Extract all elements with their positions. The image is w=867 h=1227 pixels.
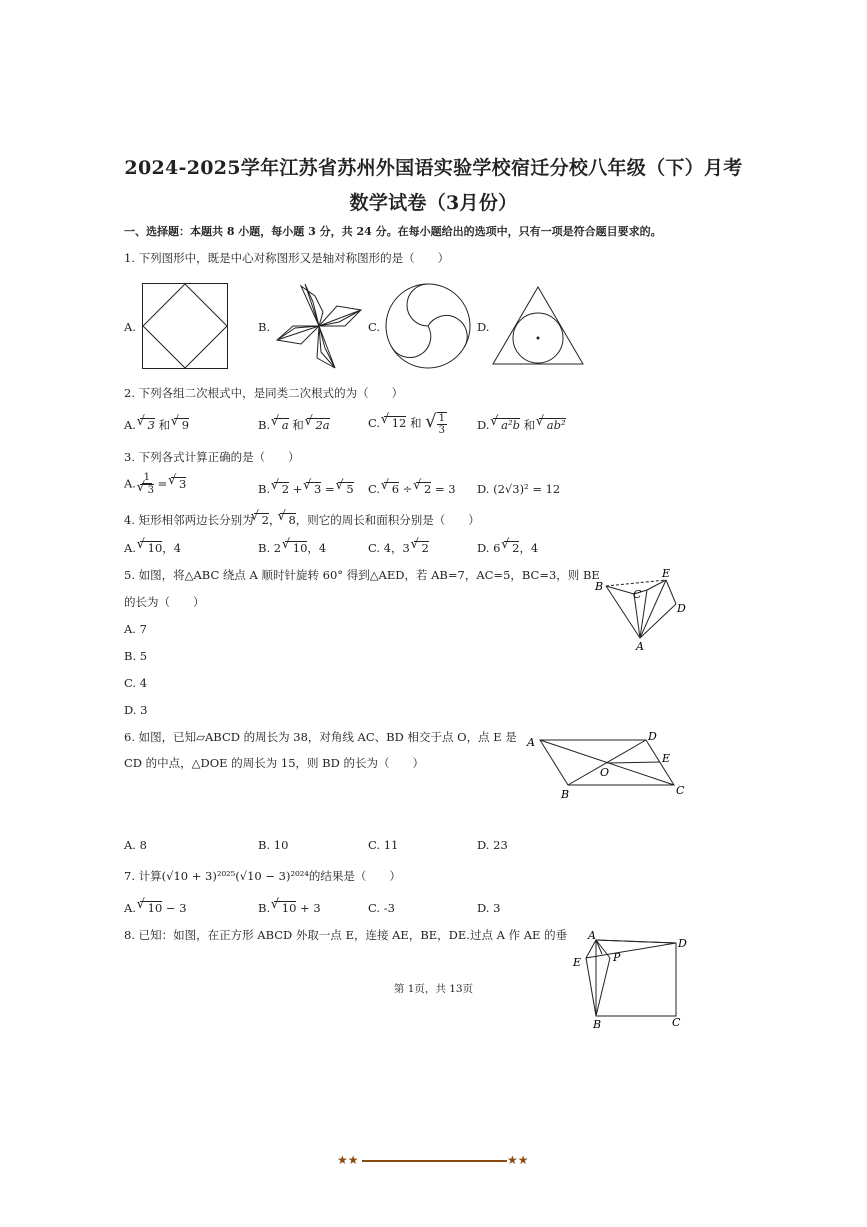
q2-c-he: 和 bbox=[410, 416, 422, 430]
q4-option-a bbox=[124, 541, 181, 555]
q2-option-d bbox=[477, 418, 566, 432]
q3-b-r3: √ 5 bbox=[338, 482, 353, 495]
q7-stem-expr: (√10 + 3)²⁰²⁵(√10 − 3)²⁰²⁴ bbox=[161, 869, 309, 883]
q2-d-label: D. bbox=[477, 418, 490, 432]
q2-c-label: C. bbox=[368, 416, 381, 430]
q7-a-r: √ 10 bbox=[140, 901, 163, 914]
q2-d-root1: √ a²b bbox=[493, 418, 520, 431]
q3-c-r1: √ 6 bbox=[384, 482, 399, 495]
q2-d-root2: √ ab² bbox=[539, 418, 566, 431]
q4-b-r: √ 10 bbox=[285, 541, 308, 554]
q2-c-radical-icon: √ bbox=[425, 411, 437, 432]
q6-option-a: A. 8 bbox=[124, 838, 147, 852]
q2-stem: 2. 下列各组二次根式中，是同类二次根式的为（ ） bbox=[124, 386, 404, 400]
q5-figure bbox=[590, 566, 690, 656]
q1-figure-a bbox=[142, 283, 228, 369]
q6-figure bbox=[524, 728, 689, 803]
q4-c-pre: C. 4，3 bbox=[368, 541, 410, 555]
q6-stem-line2: CD 的中点，△DOE 的周长为 15，则 BD 的长为（ ） bbox=[124, 756, 424, 770]
q7-stem-post: 的结果是（ ） bbox=[308, 869, 401, 883]
q5-label-a: A bbox=[636, 640, 644, 653]
q4-stem-pre: 4. 矩形相邻两边长分别为 bbox=[124, 513, 254, 527]
q4-stem-post: ，则它的周长和面积分别是（ ） bbox=[295, 513, 480, 527]
q4-a-pre: A. bbox=[124, 541, 136, 555]
q2-a-root2: √ 9 bbox=[174, 418, 189, 431]
q4-d-r: √ 2 bbox=[504, 541, 519, 554]
q4-option-c bbox=[368, 541, 429, 555]
q7-option-d: D. 3 bbox=[477, 901, 501, 915]
q7-b-pre: B. bbox=[258, 901, 271, 915]
q6-option-b: B. 10 bbox=[258, 838, 289, 852]
q2-c-num: 1 bbox=[438, 413, 446, 424]
q3-a-den: √ 3 bbox=[140, 484, 154, 497]
q3-a-num: 1 bbox=[143, 472, 150, 483]
q4-b-pre: B. 2 bbox=[258, 541, 282, 555]
q5-option-d: D. 3 bbox=[124, 703, 148, 717]
q3-option-d bbox=[477, 482, 560, 496]
q1-figure-c bbox=[384, 282, 472, 370]
q3-a-label: A. bbox=[124, 476, 136, 491]
q2-option-c bbox=[368, 412, 447, 436]
q1-figure-b bbox=[275, 282, 363, 370]
q1-label-a: A. bbox=[124, 320, 136, 334]
section-heading: 一、选择题：本题共 8 小题，每小题 3 分，共 24 分。在每小题给出的选项中，只有一项是符合题目要求的。 bbox=[124, 225, 662, 238]
q3-option-c: C. √ 6 ÷ √ 2 = 3 bbox=[368, 482, 456, 496]
q3-b-r1: √ 2 bbox=[274, 482, 289, 495]
q6-label-b: B bbox=[561, 788, 570, 801]
q5-label-e: E bbox=[662, 567, 671, 580]
q4-stem-r2: √ 8 bbox=[280, 513, 295, 526]
page-number: 第 1页，共 13页 bbox=[393, 983, 474, 995]
q2-a-root1: √ 3 bbox=[140, 418, 155, 431]
q2-a-label: A. bbox=[124, 418, 136, 432]
q1-label-d: D. bbox=[477, 320, 490, 334]
q1-stem: 1. 下列图形中，既是中心对称图形又是轴对称图形的是（ ） bbox=[124, 251, 450, 265]
decor-divider bbox=[362, 1160, 507, 1162]
q4-a-post: ，4 bbox=[162, 541, 182, 555]
q3-b-r2: √ 3 bbox=[306, 482, 321, 495]
q3-stem: 3. 下列各式计算正确的是（ ） bbox=[124, 450, 300, 464]
q6-label-c: C bbox=[676, 784, 685, 797]
q6-stem-line1: 6. 如图，已知▱ABCD 的周长为 38，对角线 AC、BD 相交于点 O，点 E 是 bbox=[124, 730, 517, 744]
q4-option-d bbox=[477, 541, 538, 555]
q3-a-frac bbox=[140, 472, 154, 497]
q3-d-expr: (2√3)² = 12 bbox=[493, 482, 561, 496]
q6-label-a: A bbox=[527, 736, 535, 749]
q1-label-c: C. bbox=[368, 320, 381, 334]
q4-stem bbox=[124, 513, 480, 527]
q6-label-d: D bbox=[648, 730, 657, 743]
q6-option-d: D. 23 bbox=[477, 838, 508, 852]
q2-c-root1: √ 12 bbox=[384, 416, 407, 429]
q3-c-rhs: = 3 bbox=[434, 482, 456, 496]
q8-label-b: B bbox=[593, 1018, 602, 1031]
q8-stem: 8. 已知：如图，在正方形 ABCD 外取一点 E，连接 AE，BE，DE.过点 A 作 AE 的垂 bbox=[124, 928, 568, 942]
q5-label-c: C bbox=[633, 588, 642, 601]
q4-b-post: ，4 bbox=[307, 541, 327, 555]
q3-b-label: B. bbox=[258, 482, 271, 496]
q6-label-e: E bbox=[662, 752, 671, 765]
q6-label-o: O bbox=[600, 766, 610, 779]
q5-option-c: C. 4 bbox=[124, 676, 148, 690]
q5-stem-line1: 5. 如图，将△ABC 绕点 A 顺时针旋转 60° 得到△AED，若 AB=7，AC=5，BC=3，则 BE bbox=[124, 568, 600, 582]
q8-label-c: C bbox=[672, 1016, 681, 1029]
q8-label-p: P bbox=[613, 951, 621, 964]
q7-option-a bbox=[124, 901, 187, 915]
q2-c-frac bbox=[437, 412, 447, 436]
q2-b-root2: √ 2a bbox=[307, 418, 329, 431]
q2-a-he: 和 bbox=[158, 418, 171, 432]
q5-option-b: B. 5 bbox=[124, 649, 148, 663]
q4-c-r: √ 2 bbox=[414, 541, 429, 554]
q7-a-post: − 3 bbox=[162, 901, 187, 915]
q7-option-c: C. -3 bbox=[368, 901, 395, 915]
q6-option-c: C. 11 bbox=[368, 838, 399, 852]
q3-c-label: C. bbox=[368, 482, 381, 496]
page-title-line1: 2024-2025学年江苏省苏州外国语实验学校宿迁分校八年级（下）月考 bbox=[124, 157, 743, 179]
q2-b-label: B. bbox=[258, 418, 271, 432]
q2-c-den: 3 bbox=[438, 425, 446, 436]
q3-d-label: D. bbox=[477, 482, 490, 496]
q7-stem bbox=[124, 869, 401, 883]
q7-stem-pre: 7. 计算 bbox=[124, 869, 162, 883]
q7-b-r: √ 10 bbox=[274, 901, 297, 914]
q5-label-b: B bbox=[595, 580, 604, 593]
q2-d-he: 和 bbox=[523, 418, 536, 432]
q4-stem-r1: √ 2 bbox=[254, 513, 269, 526]
q1-label-b: B. bbox=[258, 320, 271, 334]
q4-a-r: √ 10 bbox=[140, 541, 163, 554]
q4-d-pre: D. 6 bbox=[477, 541, 501, 555]
q7-option-b bbox=[258, 901, 321, 915]
q4-stem-mid: ， bbox=[268, 513, 281, 527]
q5-stem-line2: 的长为（ ） bbox=[124, 595, 205, 609]
q8-label-e: E bbox=[573, 956, 582, 969]
q3-option-a: A. 1 √ 3 = √ 3 bbox=[124, 472, 186, 497]
q2-option-b bbox=[258, 418, 330, 432]
star-icon-left: ★★ bbox=[337, 1153, 359, 1167]
q3-option-b: B. √ 2 + √ 3 = √ 5 bbox=[258, 482, 354, 496]
q3-c-r2: √ 2 bbox=[416, 482, 431, 495]
q7-a-pre: A. bbox=[124, 901, 136, 915]
page-title-line2: 数学试卷（3月份） bbox=[349, 192, 518, 214]
q2-b-he: 和 bbox=[292, 418, 304, 432]
q8-label-d: D bbox=[678, 937, 687, 950]
q5-option-a: A. 7 bbox=[124, 622, 147, 636]
q2-option-a bbox=[124, 418, 189, 432]
q3-a-rhs: √ 3 bbox=[171, 477, 186, 490]
q7-b-post: + 3 bbox=[296, 901, 321, 915]
q8-label-a: A bbox=[588, 929, 596, 942]
q4-option-b bbox=[258, 541, 326, 555]
star-icon-right: ★★ bbox=[507, 1153, 529, 1167]
q8-figure bbox=[568, 928, 693, 1033]
q2-b-root1: √ a bbox=[274, 418, 289, 431]
q1-figure-d bbox=[492, 286, 584, 366]
q4-d-post: ，4 bbox=[519, 541, 539, 555]
q5-label-d: D bbox=[677, 602, 686, 615]
